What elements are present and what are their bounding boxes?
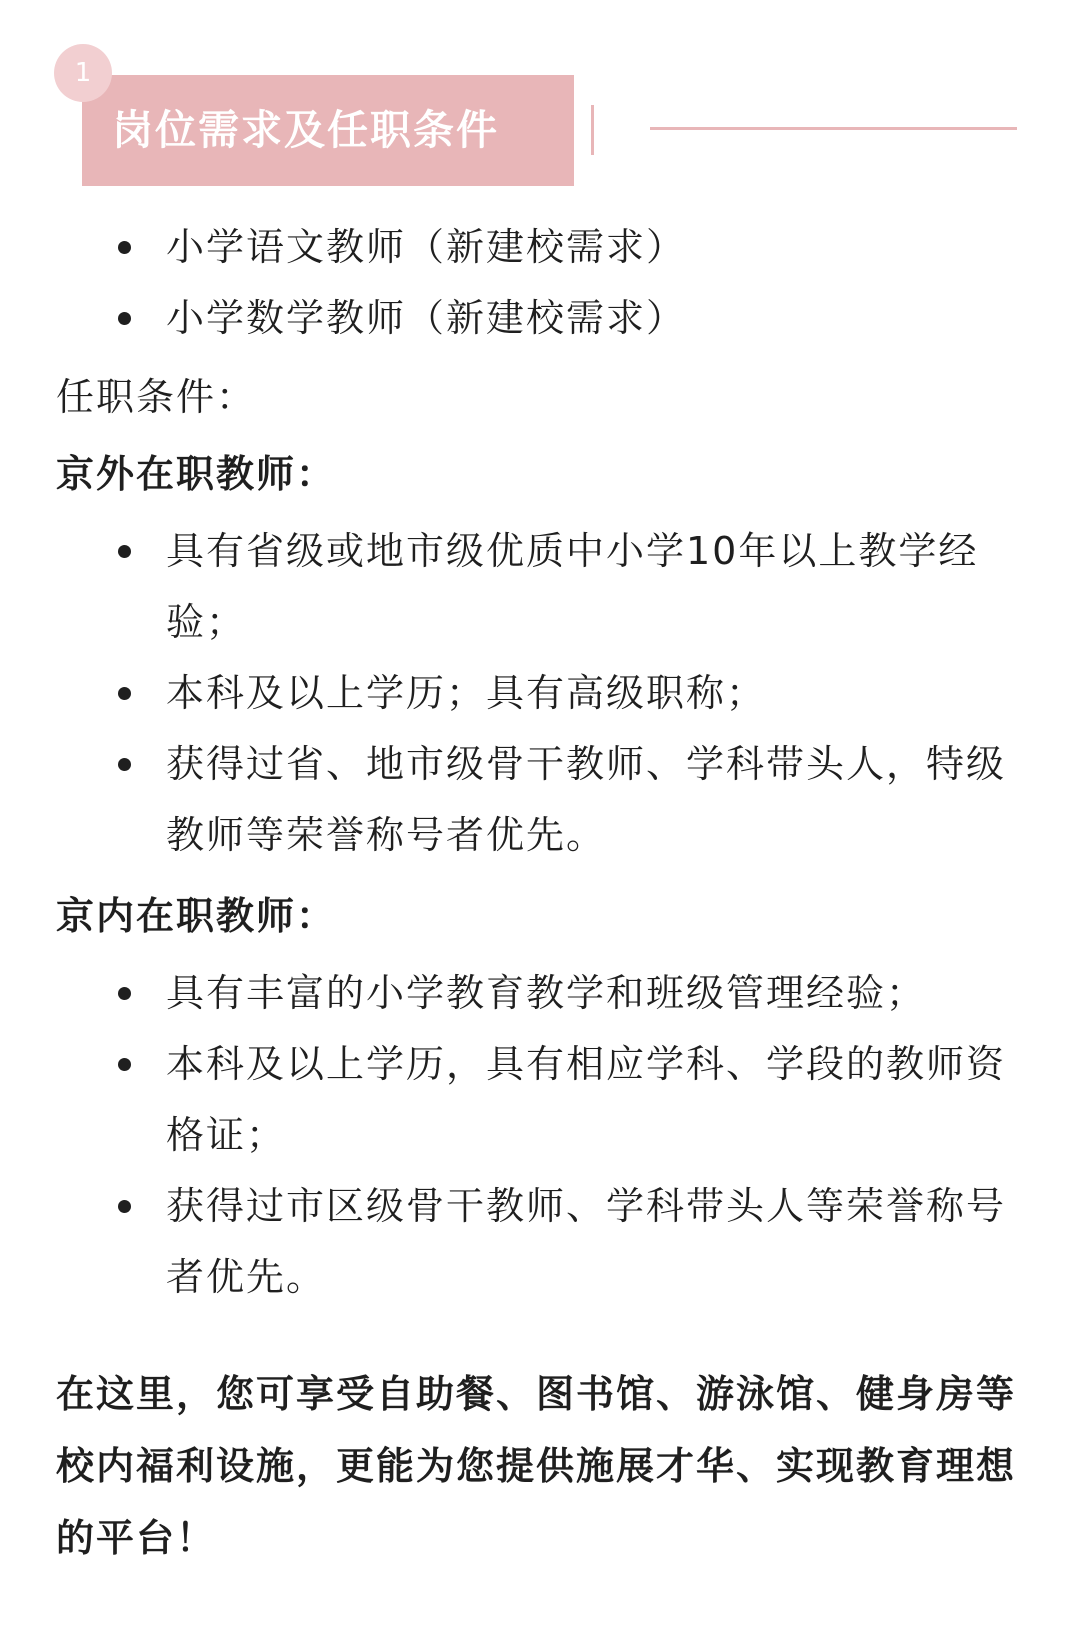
list-item: 具有丰富的小学教育教学和班级管理经验； [56, 958, 1021, 1029]
list-item: 具有省级或地市级优质中小学10年以上教学经验； [56, 516, 1021, 658]
positions-list [56, 212, 1021, 354]
inside-beijing-requirements-list [56, 958, 1021, 1313]
group-heading-outside-beijing: 京外在职教师： [56, 452, 337, 496]
section-title: 岗位需求及任职条件 [82, 75, 574, 186]
list-item: 本科及以上学历，具有相应学科、学段的教师资格证； [56, 1029, 1021, 1171]
list-item: 获得过省、地市级骨干教师、学科带头人，特级教师等荣誉称号者优先。 [56, 729, 1021, 871]
section-number-badge: 1 [54, 44, 112, 102]
title-divider-bar [591, 105, 594, 155]
list-item: 获得过市区级骨干教师、学科带头人等荣誉称号者优先。 [56, 1171, 1021, 1313]
benefits-closing-text: 在这里，您可享受自助餐、图书馆、游泳馆、健身房等校内福利设施，更能为您提供施展才华、实现教育理想的平台！ [56, 1372, 1017, 1560]
title-decorative-line [650, 127, 1017, 130]
list-item: 小学数学教师（新建校需求） [56, 283, 1021, 354]
section-header [0, 0, 1080, 200]
group-heading-inside-beijing: 京内在职教师： [56, 894, 337, 938]
job-requirements-content [56, 212, 1021, 1313]
conditions-label: 任职条件： [56, 375, 257, 419]
list-item: 本科及以上学历；具有高级职称； [56, 658, 1021, 729]
outside-beijing-requirements-list [56, 516, 1021, 871]
list-item: 小学语文教师（新建校需求） [56, 212, 1021, 283]
